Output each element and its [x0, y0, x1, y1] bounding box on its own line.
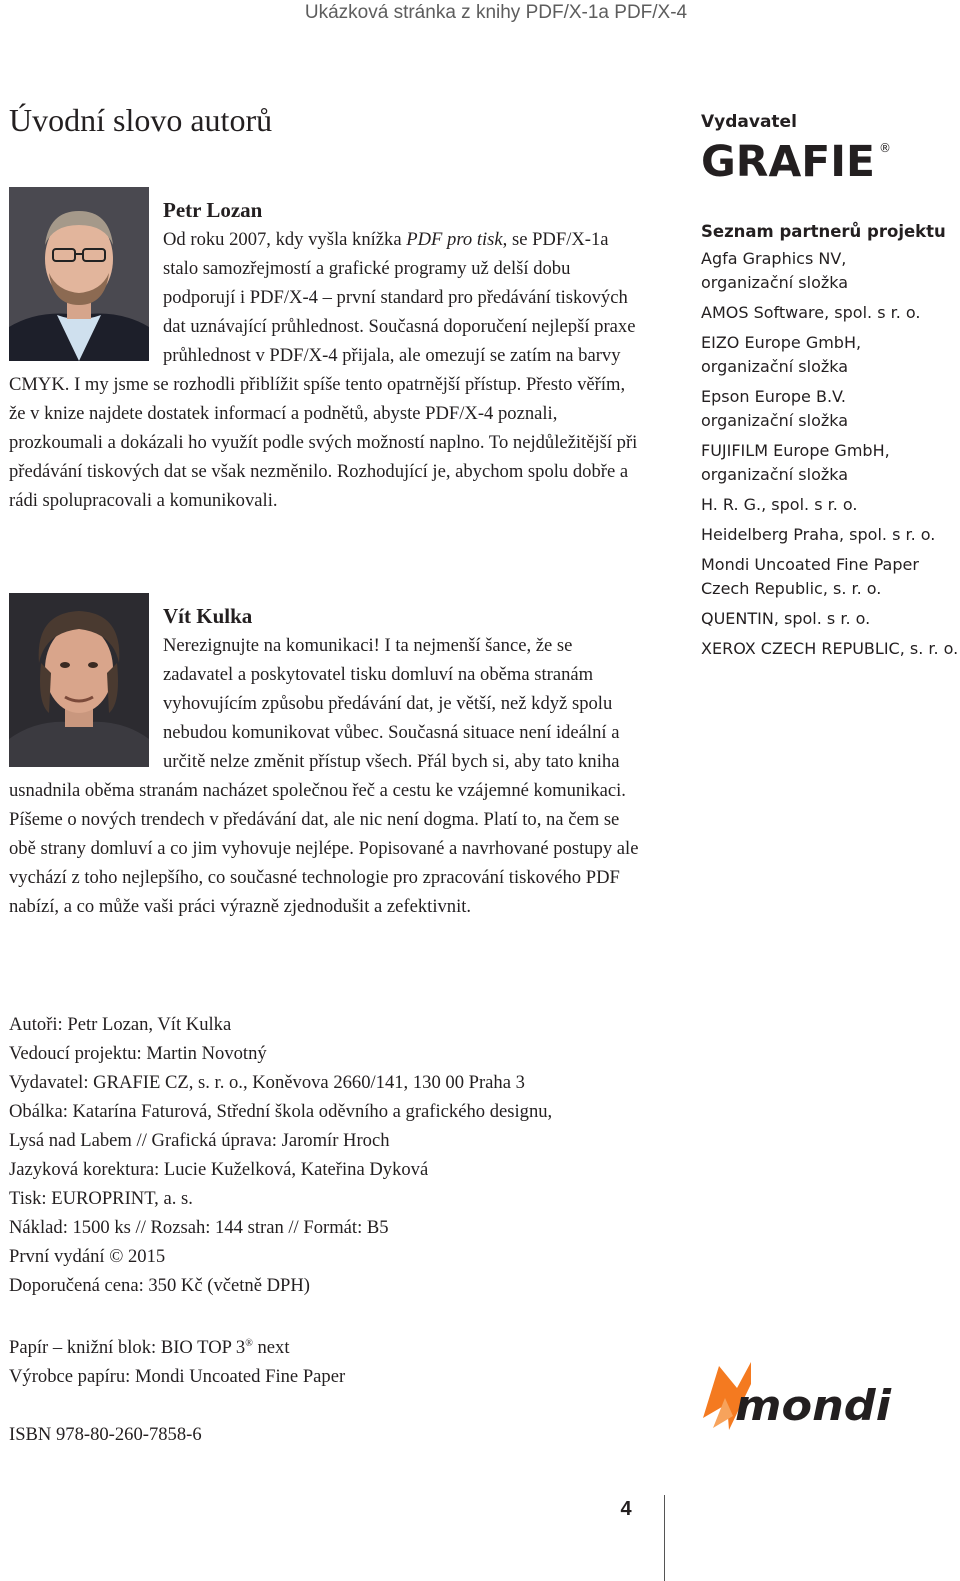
paper-text: Papír – knižní blok: BIO TOP 3 — [9, 1337, 246, 1359]
imprint-line: Jazyková korektura: Lucie Kuželková, Kateřina Dyková — [9, 1159, 429, 1180]
author-section-petr-lozan — [9, 187, 639, 515]
imprint-line: Tisk: EUROPRINT, a. s. — [9, 1188, 193, 1209]
running-header: Ukázková stránka z knihy PDF/X-1a PDF/X-4 — [304, 2, 688, 23]
spacer — [9, 1300, 659, 1329]
partner-item: Agfa Graphics NV, organizační složka — [701, 249, 849, 292]
partners-list — [701, 247, 960, 661]
grafie-logo — [701, 136, 901, 182]
imprint-line: Lysá nad Labem // Grafická úprava: Jaromír Hroch — [9, 1130, 390, 1151]
mondi-logo-text: mondi — [735, 1381, 892, 1430]
paper-manufacturer: Výrobce papíru: Mondi Uncoated Fine Paper — [9, 1366, 346, 1388]
book-title-italic: PDF pro tisk — [406, 229, 503, 250]
partner-item: QUENTIN, spol. s r. o. — [701, 609, 871, 628]
author-name: Petr Lozan — [163, 198, 263, 222]
imprint-line: Autoři: Petr Lozan, Vít Kulka — [9, 1014, 232, 1035]
sidebar — [701, 112, 960, 667]
author-photo-vit-kulka — [9, 593, 149, 767]
isbn: ISBN 978-80-260-7858-6 — [9, 1424, 202, 1446]
imprint-line: Vydavatel: GRAFIE CZ, s. r. o., Koněvova 2660/141, 130 00 Praha 3 — [9, 1072, 525, 1093]
paper-line — [9, 1329, 659, 1362]
partner-item: FUJIFILM Europe GmbH, organizační složka — [701, 441, 890, 484]
partner-item: Heidelberg Praha, spol. s r. o. — [701, 525, 936, 544]
partner-item: XEROX CZECH REPUBLIC, s. r. o. — [701, 639, 959, 658]
imprint-line: Obálka: Katarína Faturová, Střední škola oděvního a grafického designu, — [9, 1101, 553, 1122]
author-text-part: , se PDF/X-1a stalo samozřejmostí a grafické programy už delší dobu podporují i PDF/X-4 – první standard pro předávání tiskových dat uznávající průhlednost. Současná doporučení nejlepší praxe průhlednost v PDF/X-4 přijala, ale omezují se zatím na barvy CMYK. I my jsme se rozhodli přiblížit spíše tento opatrnější přístup. Přesto věřím, že v knize najdete dostatek informací a podnětů, abyste PDF/X-4 poznali, prozkoumali a dokázali ho využít podle svých možností naplno. To nejdůležitější při předávání tiskových dat se však nezměnilo. Rozhodující je, abychom spolu dobře a rádi spolupracovali a komunikovali. — [9, 229, 638, 511]
author-text: Nerezignujte na komunikaci! I ta nejmenší šance, že se zadavatel a poskytovatel tisku domluví na oběma stranám vyhovujícím způsobu předávání dat, je větší, než když spolu nebudou komunikovat vůbec. Současná situace není ideální a určitě nelze změnit přístup všech. Přál bych si, aby tato kniha usnadnila oběma stranám nacházet společnou řeč a cestu ke vzájemné komunikaci. Píšeme o nových trendech v předávání dat, ale nic není dogma. Platí to, na čem se obě strany domluví a co jim vyhovuje nejlépe. Popisované a navrhované postupy ale vychází z toho nejlepšího, co současné technologie pro zpracování tiskového PDF nabízí, a co může vaši práci výrazně zjednodušit a zefektivnit. — [9, 635, 639, 917]
mondi-logo — [699, 1358, 899, 1438]
partner-item: Epson Europe B.V. organizační složka — [701, 387, 849, 430]
page-title: Úvodní slovo autorů — [9, 102, 273, 138]
imprint-line: Náklad: 1500 ks // Rozsah: 144 stran // Formát: B5 — [9, 1217, 389, 1238]
partners-title: Seznam partnerů projektu — [701, 222, 946, 241]
partner-item: AMOS Software, spol. s r. o. — [701, 303, 921, 322]
grafie-logo-mark: ® — [879, 141, 891, 155]
page-number: 4 — [620, 1498, 632, 1520]
publisher-label: Vydavatel — [701, 112, 797, 132]
spacer — [9, 1391, 659, 1420]
imprint-line: První vydání © 2015 — [9, 1246, 166, 1267]
author-section-vit-kulka — [9, 593, 639, 921]
grafie-logo-text: GRAFIE — [701, 137, 875, 182]
imprint-line: Doporučená cena: 350 Kč (včetně DPH) — [9, 1275, 310, 1296]
partner-item: Mondi Uncoated Fine Paper Czech Republic, s. r. o. — [701, 555, 919, 598]
author-name: Vít Kulka — [163, 604, 253, 628]
paper-text: next — [252, 1337, 290, 1359]
partner-item: H. R. G., spol. s r. o. — [701, 495, 858, 514]
partner-item: EIZO Europe GmbH, organizační složka — [701, 333, 862, 376]
imprint — [9, 1010, 659, 1449]
footer-divider — [664, 1495, 665, 1581]
registered-mark: ® — [245, 1338, 253, 1349]
imprint-line: Vedoucí projektu: Martin Novotný — [9, 1043, 267, 1064]
author-photo-petr-lozan — [9, 187, 149, 361]
author-text-part: Od roku 2007, kdy vyšla knížka — [163, 229, 407, 250]
